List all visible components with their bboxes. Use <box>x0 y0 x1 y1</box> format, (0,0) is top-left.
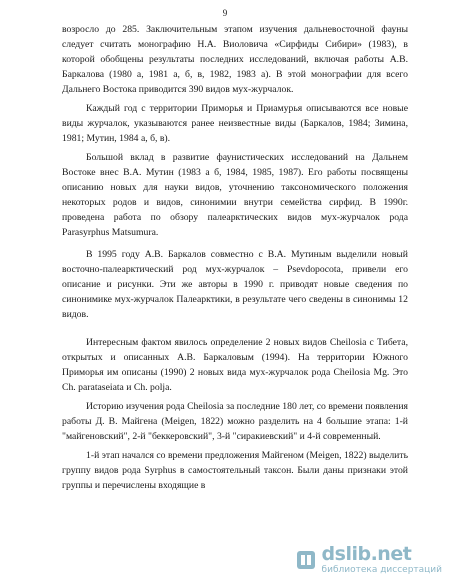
paragraph-2: Каждый год с территории Приморья и Приамурья описываются все новые виды журчалок, указываются ранее неизвестные виды (Баркалов, 1984; Зимина, 1981; Мутин, 1984 а, б, в). <box>62 103 408 144</box>
watermark-logo <box>294 545 442 575</box>
page-number: 9 <box>222 8 228 18</box>
paragraph-1: возросло до 285. Заключительным этапом изучения дальневосточной фауны следует считать монографию Н.А. Виоловича «Сирфиды Сибири» (1983), в которой обобщены результаты последних исследований, включая работы А.В. Баркалова (1980 а, 1981 а, б, в, 1982, 1983 а). В этой монографии для всего Дальнего Востока приводится 390 видов мух-журчалок. <box>62 24 408 95</box>
paragraph-3: Большой вклад в развитие фаунистических исследований на Дальнем Востоке внес В.А. Мутин (1983 а б, 1984, 1985, 1987). Его работы посвящены описанию новых для науки видов, уточнению таксономического положения некоторых родов и видов, синонимии внутри семейства сирфид. В 1990г. проведена работа по обзору палеарктических видов мух-журчалок рода Parasyrphus Matsumura. <box>62 152 408 238</box>
document-body <box>62 22 408 493</box>
paragraph-4: В 1995 году А.В. Баркалов совместно с В.А. Мутиным выделили новый восточно-палеарктический род мух-журчалок – Psevdopocota, привели его описание и рисунки. Эти же авторы в 1990 г. приводят новые сведения по синонимике мух-журчалок Палеарктики, в результате чего сведены в синонимы 12 видов. <box>62 249 408 320</box>
paragraph-7: 1-й этап начался со времени предложения Майгеном (Meigen, 1822) выделить группу видов рода Syrphus в самостоятельный таксон. Были даны признаки этой группы и перечислены входящие в <box>62 450 408 491</box>
book-icon <box>294 548 318 572</box>
watermark-site: dslib.net <box>321 543 412 565</box>
watermark-caption: библиотека диссертаций <box>321 565 442 575</box>
paragraph-5: Интересным фактом явилось определение 2 новых видов Cheilosia с Тибета, открытых и описанных А.В. Баркаловым (1994). На территории Южного Приморья им описаны (1990) 2 новых вида мух-журчалок рода Cheilosia Mg. Это Ch. parataseiata и Ch. polja. <box>62 337 408 393</box>
paragraph-6: Историю изучения рода Cheilosia за последние 180 лет, со времени появления работы Д. В. Майгена (Meigen, 1822) можно разделить на 4 большие этапа: 1-й "майгеновский", 2-й "беккеровский", 3-й "сиракиевский" и 4-й современный. <box>62 401 408 442</box>
